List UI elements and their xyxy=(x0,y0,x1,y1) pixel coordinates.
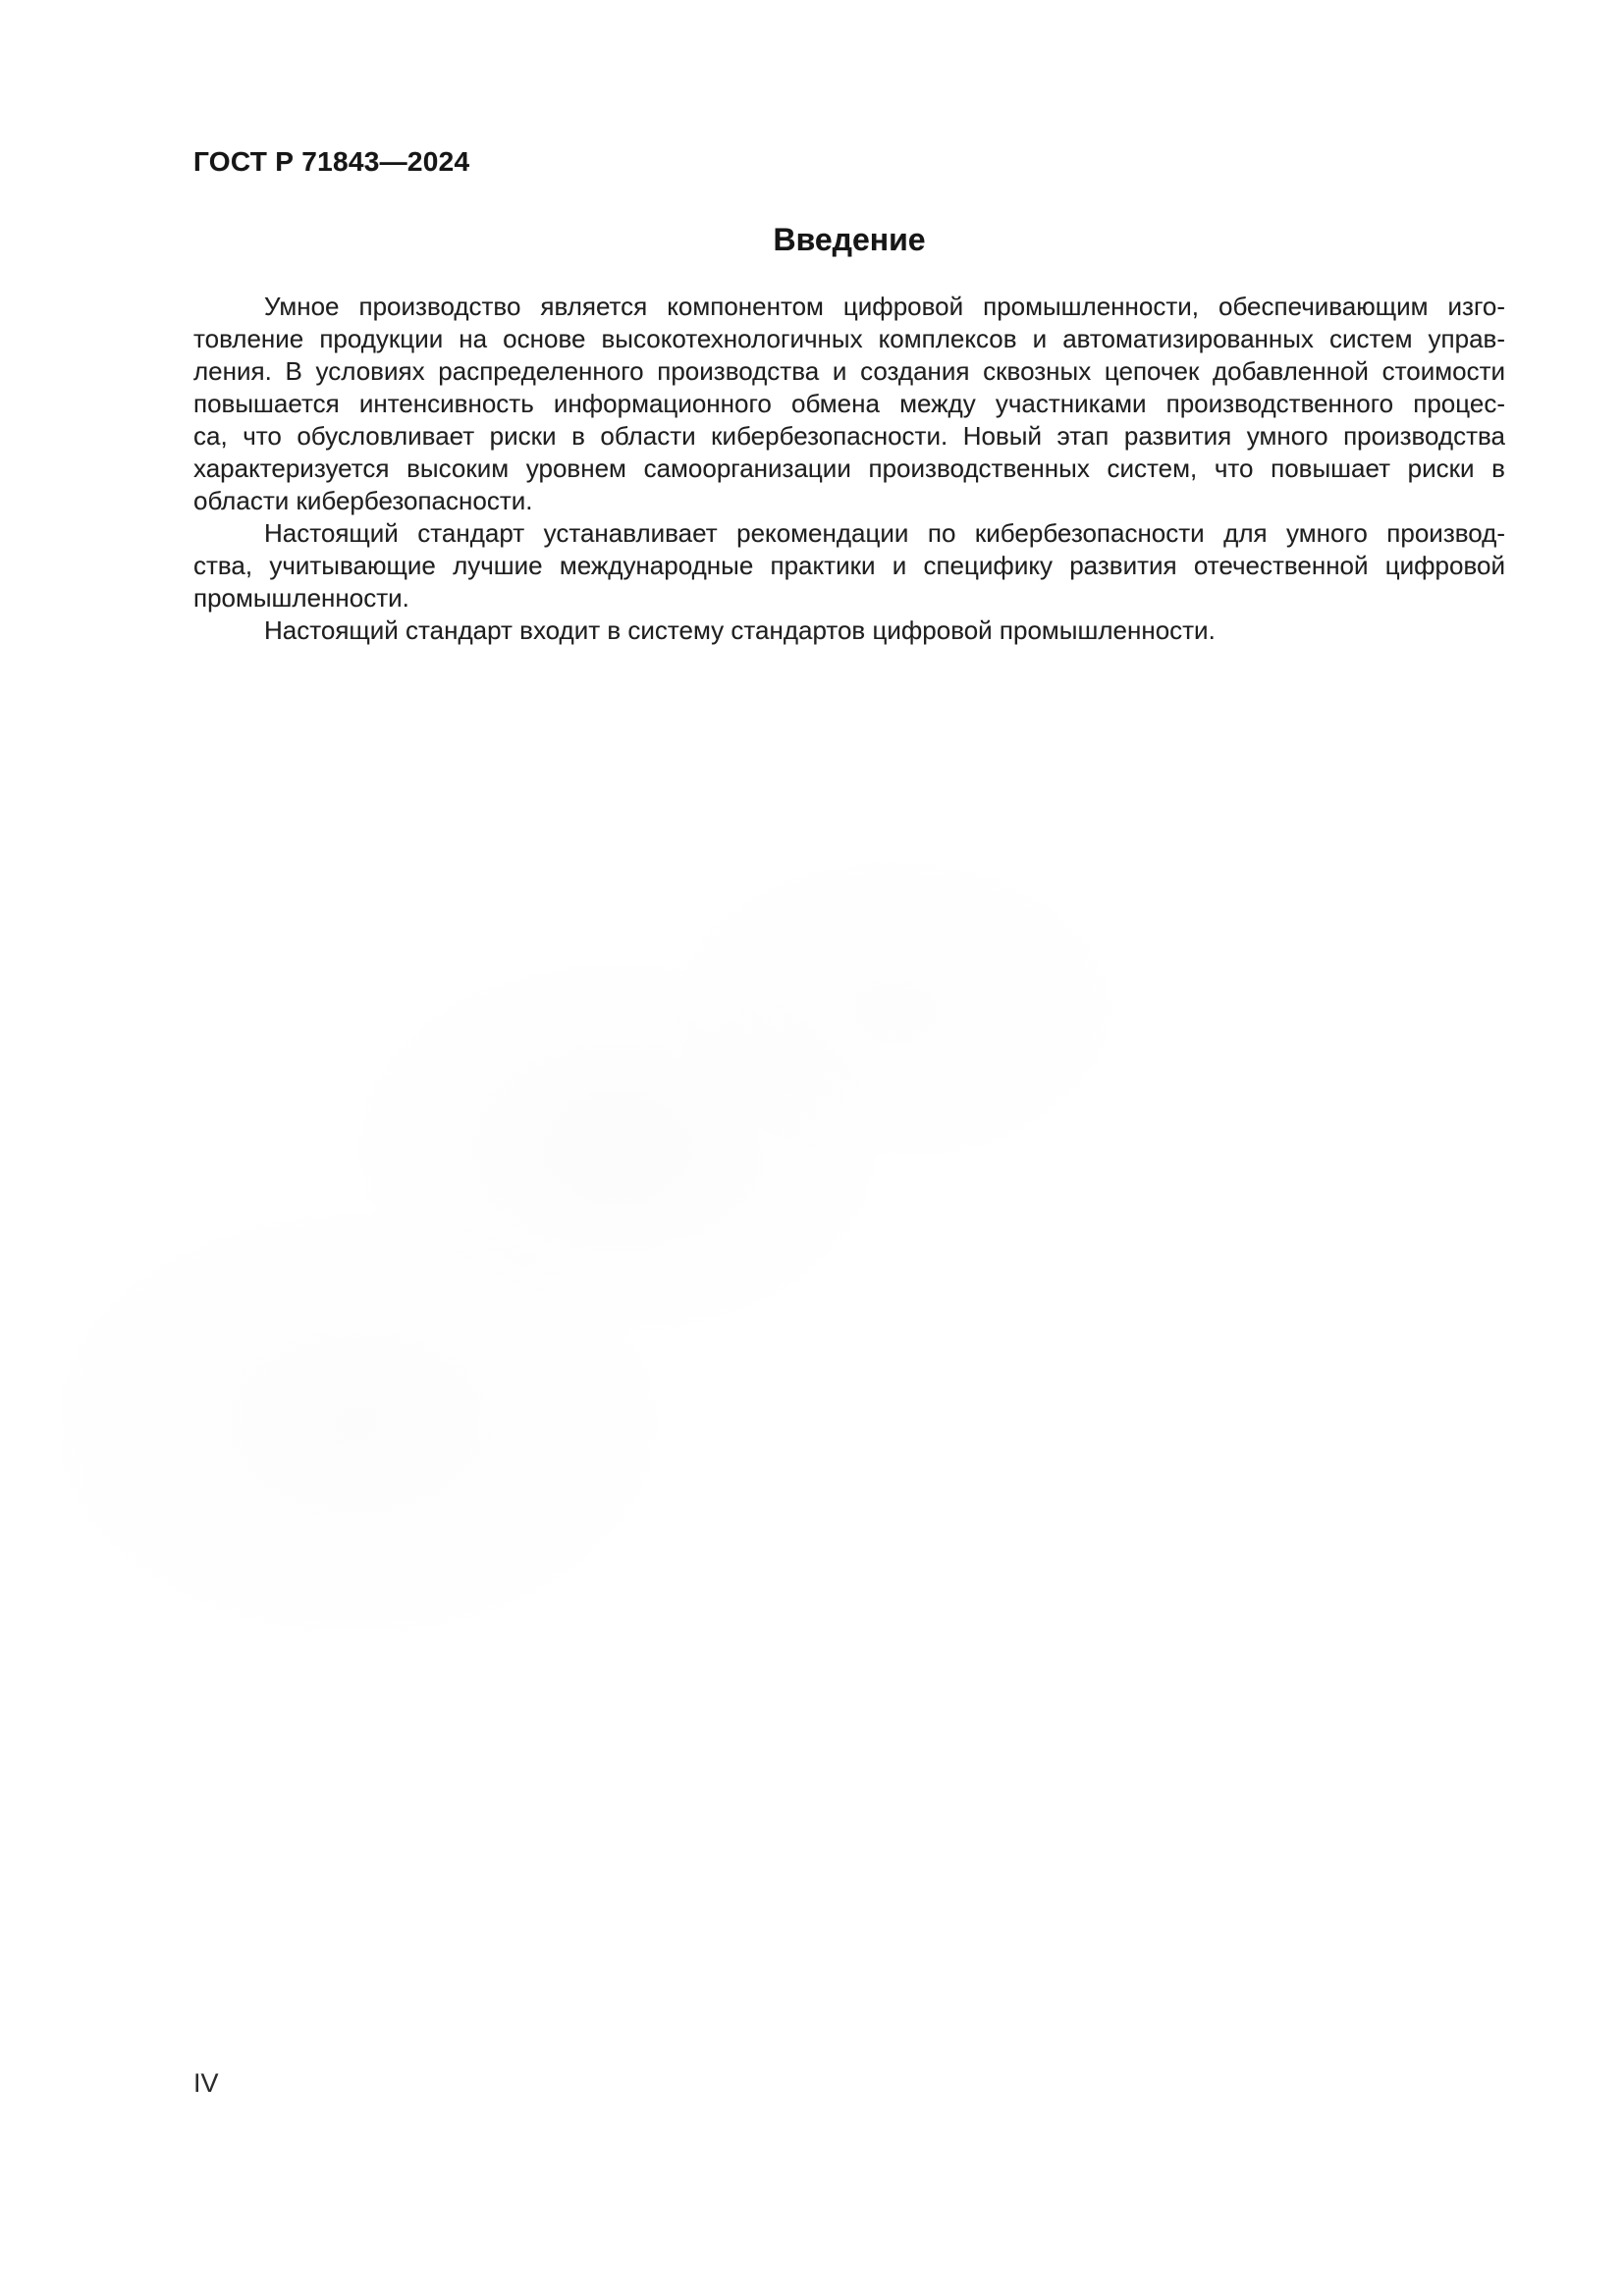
paragraph-1-line-4: повышается интенсивность информационного обмена между участниками производственного процес- xyxy=(193,389,1505,418)
body-text xyxy=(193,291,1505,647)
paragraph-1-line-6: характеризуется высоким уровнем самоорганизации производственных систем, что повышает риски в xyxy=(193,454,1505,483)
paragraph-1-line-1: Умное производство является компонентом цифровой промышленности, обеспечивающим изго- xyxy=(264,292,1505,321)
paragraph-3-line-1: Настоящий стандарт входит в систему стандартов цифровой промышленности. xyxy=(264,615,1216,645)
paragraph-1-line-7: области кибербезопасности. xyxy=(193,486,533,515)
page-number: IV xyxy=(193,2068,219,2098)
paragraph-2-line-1: Настоящий стандарт устанавливает рекомендации по кибербезопасности для умного производ- xyxy=(264,518,1505,548)
paragraph-1-line-5: са, что обусловливает риски в области кибербезопасности. Новый этап развития умного производства xyxy=(193,421,1505,451)
section-title: Введение xyxy=(773,222,926,257)
paragraph-1-line-2: товление продукции на основе высокотехнологичных комплексов и автоматизированных систем управ- xyxy=(193,324,1505,353)
paragraph-2-line-3: промышленности. xyxy=(193,583,409,613)
document-designation: ГОСТ Р 71843—2024 xyxy=(193,146,470,177)
paragraph-2-line-2: ства, учитывающие лучшие международные практики и специфику развития отечественной цифровой xyxy=(193,551,1505,580)
paragraph-1-line-3: ления. В условиях распределенного производства и создания сквозных цепочек добавленной стоимости xyxy=(193,356,1505,386)
